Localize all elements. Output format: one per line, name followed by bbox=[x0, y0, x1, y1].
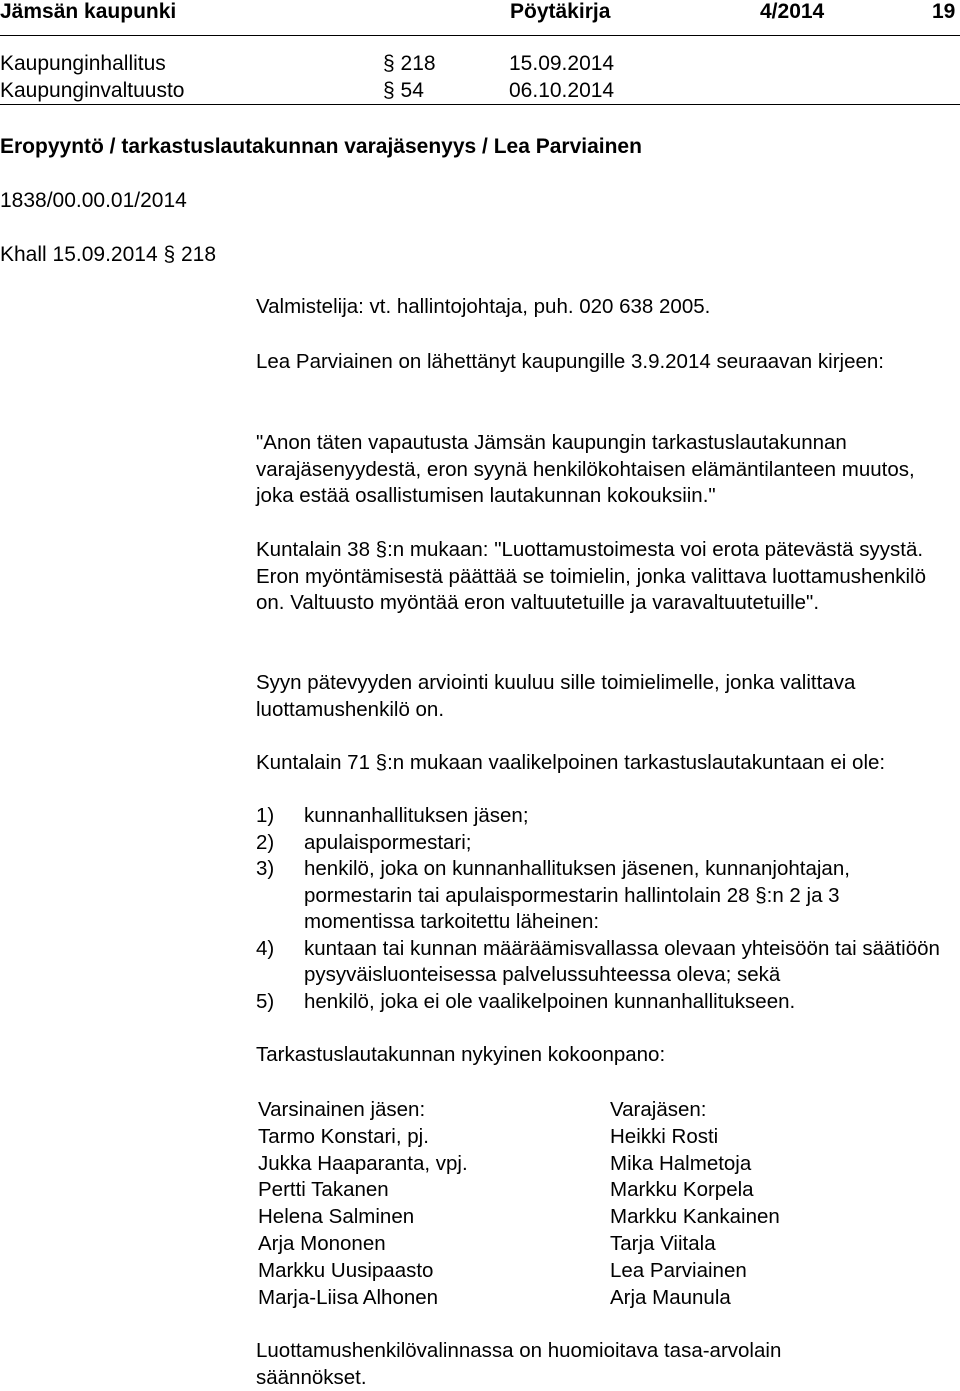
reason-text: Syyn pätevyyden arviointi kuuluu sille toimielimelle, jonka valittava luottamushenkilö on. bbox=[256, 671, 856, 721]
page-number: 19 bbox=[932, 0, 956, 23]
law-71-intro-text: Kuntalain 71 §:n mukaan vaalikelpoinen tarkastuslautakuntaan ei ole: bbox=[256, 751, 886, 774]
item-title: Eropyyntö / tarkastuslautakunnan varajäsenyys / Lea Parviainen bbox=[0, 135, 642, 158]
item-reference: Khall 15.09.2014 § 218 bbox=[0, 243, 217, 266]
law-71-list bbox=[256, 803, 946, 1015]
preparer-line bbox=[256, 294, 946, 321]
header-rule bbox=[0, 35, 960, 36]
doc-type: Pöytäkirja bbox=[510, 0, 611, 23]
meeting-body-2: Kaupunginvaltuusto bbox=[0, 79, 185, 102]
law-38-paragraph bbox=[256, 537, 946, 617]
member-name: Markku Uusipaasto bbox=[258, 1258, 434, 1282]
deputies-column bbox=[610, 1097, 780, 1311]
list-item-number: 3) bbox=[256, 857, 275, 880]
list-item bbox=[256, 856, 946, 936]
closing-text: Luottamushenkilövalinnassa on huomioitava tasa-arvolain säännökset. bbox=[256, 1339, 782, 1389]
deputy-name: Heikki Rosti bbox=[610, 1124, 719, 1148]
reason-paragraph bbox=[256, 670, 946, 723]
org-name: Jämsän kaupunki bbox=[0, 0, 177, 23]
composition-intro-text: Tarkastuslautakunnan nykyinen kokoonpano: bbox=[256, 1043, 666, 1066]
meta-rule bbox=[0, 104, 960, 105]
meeting-date-2: 06.10.2014 bbox=[509, 79, 615, 102]
meeting-body-1: Kaupunginhallitus bbox=[0, 52, 166, 75]
letter-intro bbox=[256, 349, 946, 376]
member-name: Marja-Liisa Alhonen bbox=[258, 1285, 439, 1309]
quoted-letter bbox=[256, 430, 946, 510]
deputy-name: Tarja Viitala bbox=[610, 1231, 716, 1255]
list-item bbox=[256, 989, 946, 1016]
member-name: Jukka Haaparanta, vpj. bbox=[258, 1151, 468, 1175]
law-71-intro bbox=[256, 750, 946, 777]
deputy-name: Mika Halmetoja bbox=[610, 1151, 752, 1175]
list-item-number: 5) bbox=[256, 989, 275, 1013]
letter-intro-text: Lea Parviainen on lähettänyt kaupungille 3.9.2014 seuraavan kirjeen: bbox=[256, 350, 884, 373]
list-item bbox=[256, 936, 946, 989]
closing-paragraph bbox=[256, 1338, 876, 1391]
deputy-name: Markku Korpela bbox=[610, 1178, 754, 1202]
deputy-name: Markku Kankainen bbox=[610, 1205, 780, 1229]
issue-number: 4/2014 bbox=[760, 0, 825, 23]
quoted-letter-text: "Anon täten vapautusta Jämsän kaupungin tarkastuslautakunnan varajäsenyydestä, eron syynä henkilökohtaisen elämäntilanteen muutos, joka estää osallistumisen lautakunnan kokouksiin." bbox=[256, 431, 915, 507]
deputy-name: Lea Parviainen bbox=[610, 1258, 747, 1282]
list-item-number: 4) bbox=[256, 936, 275, 960]
member-name: Arja Mononen bbox=[258, 1231, 386, 1255]
member-name: Tarmo Konstari, pj. bbox=[258, 1124, 429, 1148]
member-name: Helena Salminen bbox=[258, 1205, 415, 1229]
list-item-text: kunnanhallituksen jäsen; bbox=[304, 804, 529, 827]
members-column bbox=[258, 1097, 468, 1311]
list-item-text: apulaispormestari; bbox=[304, 830, 472, 854]
list-item bbox=[256, 830, 946, 857]
list-item-text: henkilö, joka on kunnanhallituksen jäsenen, kunnanjohtajan, pormestarin tai apulaispormestarin hallintolain 28 §:n 2 ja 3 momentissa tarkoitettu läheinen: bbox=[304, 857, 850, 933]
diary-number: 1838/00.00.01/2014 bbox=[0, 189, 187, 212]
list-item-text: henkilö, joka ei ole vaalikelpoinen kunnanhallitukseen. bbox=[304, 989, 796, 1013]
list-item bbox=[256, 803, 946, 830]
meeting-date-1: 15.09.2014 bbox=[509, 52, 615, 75]
deputy-name: Arja Maunula bbox=[610, 1285, 731, 1309]
member-name: Pertti Takanen bbox=[258, 1178, 389, 1202]
law-38-text: Kuntalain 38 §:n mukaan: "Luottamustoimesta voi erota pätevästä syystä. Eron myöntämisestä päättää se toimielin, jonka valittava luottamushenkilö on. Valtuusto myöntää eron valtuutetuille ja varavaltuutetuille". bbox=[256, 538, 927, 614]
members-header: Varsinainen jäsen: bbox=[258, 1098, 426, 1121]
list-item-text: kuntaan tai kunnan määräämisvallassa olevaan yhteisöön tai säätiöön pysyväisluonteisessa palvelussuhteessa oleva; sekä bbox=[304, 936, 940, 986]
list-item-number: 1) bbox=[256, 804, 275, 827]
list-item-number: 2) bbox=[256, 830, 275, 854]
deputies-header: Varajäsen: bbox=[610, 1098, 707, 1121]
preparer-text: Valmistelija: vt. hallintojohtaja, puh. 020 638 2005. bbox=[256, 295, 711, 318]
meeting-section-1: § 218 bbox=[383, 52, 436, 75]
meeting-section-2: § 54 bbox=[383, 79, 424, 102]
composition-intro bbox=[256, 1042, 946, 1069]
